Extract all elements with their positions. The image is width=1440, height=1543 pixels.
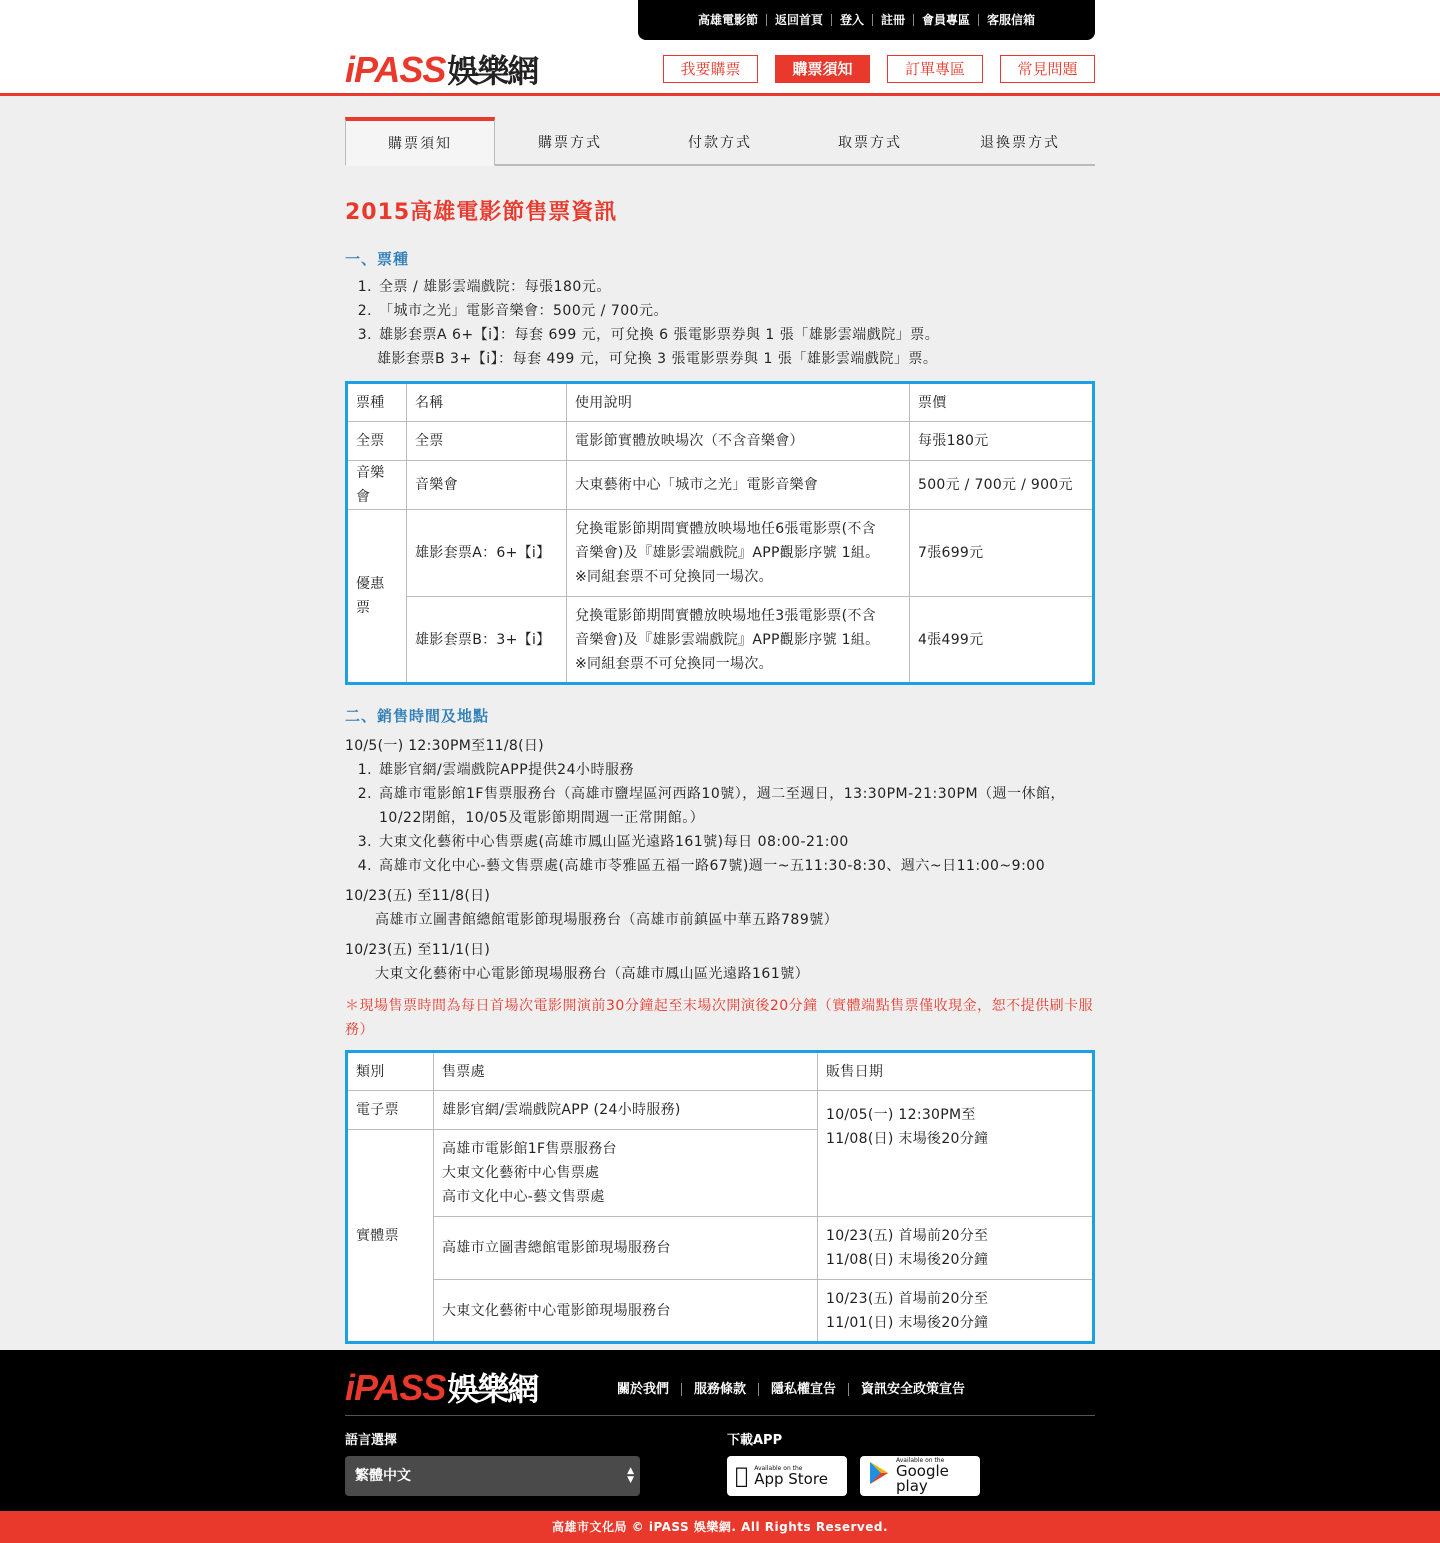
table-cell: 雄影套票A：6+【i】 <box>407 510 567 597</box>
cell-line: ※同組套票不可兌換同一場次。 <box>575 655 773 672</box>
tab-refund[interactable]: 退換票方式 <box>945 117 1095 165</box>
language-label: 語言選擇 <box>345 1433 398 1448</box>
google-play-small: Available on the <box>896 1457 945 1464</box>
table-cell: 音樂會 <box>347 461 407 510</box>
table-row <box>347 461 1094 510</box>
section-sales-heading: 二、銷售時間及地點 <box>345 707 490 725</box>
table-cell: 4張499元 <box>910 597 1094 684</box>
footer-link-security[interactable]: 資訊安全政策宣告 <box>861 1382 966 1397</box>
table-row <box>347 1091 1094 1130</box>
cell-line: 兌換電影節期間實體放映場地任3張電影票(不含 <box>575 607 876 624</box>
tab-pickup[interactable]: 取票方式 <box>795 117 945 165</box>
cell-line: 大東文化藝術中心售票處 <box>442 1165 600 1181</box>
logo-ipass: iPASS <box>345 49 446 90</box>
cell-line: 10/05(一) 12:30PM至 <box>826 1107 976 1123</box>
list-item: 3. 大東文化藝術中心售票處(高雄市鳳山區光遠路161號)每日 08:00-21:00 <box>377 830 1095 854</box>
logo-name: 娛樂網 <box>447 1370 538 1408</box>
table-row <box>347 1280 1094 1343</box>
table-row <box>347 422 1094 461</box>
language-select[interactable] <box>345 1456 640 1496</box>
section-ticket-types-heading: 一、票種 <box>345 250 410 268</box>
footer-link-about[interactable]: 關於我們 <box>605 1383 682 1396</box>
table-cell <box>818 1091 1094 1217</box>
top-utility-bar <box>638 0 1095 40</box>
table-header: 票種 <box>347 383 407 422</box>
cell-line: 音樂會)及『雄影雲端戲院』APP觀影序號 1組。 <box>575 545 880 561</box>
top-link-login[interactable]: 登入 <box>832 14 873 26</box>
top-link-member[interactable]: 會員專區 <box>914 14 979 26</box>
table-header: 票價 <box>910 383 1094 422</box>
cell-line: 11/01(日) 末場後20分鐘 <box>826 1314 989 1331</box>
table-row <box>347 597 1094 684</box>
cell-line: 高雄市電影館1F售票服務台 <box>442 1141 617 1157</box>
table-row <box>347 510 1094 597</box>
sales-date-1: 10/5(一) 12:30PM至11/8(日) <box>345 738 544 754</box>
main-content <box>345 117 1095 1344</box>
page-title: 2015高雄電影節售票資訊 <box>345 200 618 225</box>
table-header: 類別 <box>347 1052 434 1091</box>
google-play-big: Google play <box>896 1462 949 1495</box>
table-cell: 音樂會 <box>407 461 567 510</box>
table-cell: 實體票 <box>347 1130 434 1343</box>
list-item: 4. 高雄市文化中心-藝文售票處(高雄市苓雅區五福一路67號)週一~五11:30-8:30、週六~日11:00~9:00 <box>377 854 1095 878</box>
top-link-festival[interactable]: 高雄電影節 <box>690 14 767 26</box>
google-play-button[interactable] <box>860 1456 980 1496</box>
table-cell: 電影節實體放映場次（不含音樂會） <box>567 422 910 461</box>
list-item: 2. 高雄市電影館1F售票服務台（高雄市鹽埕區河西路10號），週二至週日，13:30PM-21:30PM（週一休館，10/22閉館，10/05及電影節期間週一正常開館。） <box>377 782 1095 830</box>
table-cell: 大東藝術中心「城市之光」電影音樂會 <box>567 461 910 510</box>
table-cell: 7張699元 <box>910 510 1094 597</box>
play-icon <box>868 1461 890 1491</box>
cell-line: 10/23(五) 首場前20分至 <box>826 1290 989 1307</box>
nav-ticket-notice[interactable]: 購票須知 <box>775 55 870 83</box>
table-cell <box>567 597 910 684</box>
table-header: 名稱 <box>407 383 567 422</box>
list-item: 1. 雄影官網/雲端戲院APP提供24小時服務 <box>377 758 1095 782</box>
cell-line: 高市文化中心-藝文售票處 <box>442 1189 605 1205</box>
top-link-register[interactable]: 註冊 <box>873 14 914 26</box>
list-item: 2. 「城市之光」電影音樂會：500元 / 700元。 <box>377 299 1095 323</box>
cell-line: 音樂會)及『雄影雲端戲院』APP觀影序號 1組。 <box>575 631 880 648</box>
table-cell: 雄影套票B：3+【i】 <box>407 597 567 684</box>
sales-locations-list <box>345 758 1095 878</box>
list-item: 1. 全票 / 雄影雲端戲院：每張180元。 <box>377 275 1095 299</box>
top-link-support[interactable]: 客服信箱 <box>987 13 1036 27</box>
sales-date-2: 10/23(五) 至11/8(日) <box>345 888 491 904</box>
header <box>0 0 1440 96</box>
sales-place-3: 大東文化藝術中心電影節現場服務台（高雄市鳳山區光遠路161號） <box>375 966 810 982</box>
cell-line: 兌換電影節期間實體放映場地任6張電影票(不含 <box>575 521 876 537</box>
sales-note: ＊現場售票時間為每日首場次電影開演前30分鐘起至末場次開演後20分鐘（實體端點售票僅收現金，恕不提供刷卡服務） <box>345 998 1094 1038</box>
app-label: 下載APP <box>727 1433 783 1448</box>
table-cell <box>818 1217 1094 1280</box>
table-row <box>347 1217 1094 1280</box>
footer-link-privacy[interactable]: 隱私權宣告 <box>759 1383 849 1396</box>
footer-logo[interactable] <box>345 1364 537 1410</box>
table-header: 販售日期 <box>818 1052 1094 1091</box>
nav-buy-ticket[interactable]: 我要購票 <box>663 55 758 83</box>
google-play-text <box>896 1458 980 1494</box>
footer-link-terms[interactable]: 服務條款 <box>682 1383 759 1396</box>
table-header: 使用說明 <box>567 383 910 422</box>
app-store-big: App Store <box>741 1469 815 1488</box>
ticket-types-list <box>345 275 1095 347</box>
table-cell: 優惠票 <box>347 510 407 684</box>
table-cell: 全票 <box>347 422 407 461</box>
sales-table <box>345 1050 1095 1344</box>
table-cell: 高雄市立圖書總館電影節現場服務台 <box>434 1217 818 1280</box>
footer-divider <box>345 1415 1095 1416</box>
sales-place-2: 高雄市立圖書館總館電影節現場服務台（高雄市前鎮區中華五路789號） <box>375 912 839 928</box>
list-item: 3. 雄影套票A 6+【i】：每套 699 元，可兌換 6 張電影票券與 1 張「雄影雲端戲院」票。 <box>377 323 1095 347</box>
ticket-type-table <box>345 381 1095 685</box>
site-logo[interactable] <box>345 46 537 92</box>
app-store-small: Available on the <box>741 1464 790 1472</box>
table-cell: 電子票 <box>347 1091 434 1130</box>
table-header: 售票處 <box>434 1052 818 1091</box>
top-link-home[interactable]: 返回首頁 <box>767 14 832 26</box>
tab-ticket-notice[interactable]: 購票須知 <box>345 117 495 166</box>
app-store-text <box>741 1464 828 1488</box>
copyright-bar: 高雄市文化局 © iPASS 娛樂網. All Rights Reserved. <box>0 1511 1440 1543</box>
list-item-extra: 雄影套票B 3+【i】：每套 499 元，可兌換 3 張電影票券與 1 張「雄影雲端戲院」票。 <box>377 351 938 367</box>
table-cell <box>434 1130 818 1217</box>
footer-links <box>605 1383 977 1396</box>
table-cell: 雄影官網/雲端戲院APP (24小時服務) <box>434 1091 818 1130</box>
table-cell: 500元 / 700元 / 900元 <box>910 461 1094 510</box>
apple-icon <box>735 1464 748 1489</box>
table-cell: 每張180元 <box>910 422 1094 461</box>
nav-faq[interactable]: 常見問題 <box>1000 55 1095 83</box>
logo-name: 娛樂網 <box>447 52 538 90</box>
sales-date-3: 10/23(五) 至11/1(日) <box>345 942 491 958</box>
sub-tabs <box>345 117 1095 166</box>
cell-line: 10/23(五) 首場前20分至 <box>826 1228 989 1244</box>
cell-line: ※同組套票不可兌換同一場次。 <box>575 569 773 585</box>
tab-payment[interactable]: 付款方式 <box>645 117 795 165</box>
select-arrows-icon: ▲ ▼ <box>627 1466 634 1485</box>
app-store-button[interactable] <box>727 1456 847 1496</box>
cell-line: 11/08(日) 末場後20分鐘 <box>826 1252 989 1268</box>
cell-line: 11/08(日) 末場後20分鐘 <box>826 1131 989 1147</box>
language-select-value: 繁體中文 <box>355 1468 411 1484</box>
table-cell <box>818 1280 1094 1343</box>
main-nav <box>663 55 1095 83</box>
logo-ipass: iPASS <box>345 1367 446 1408</box>
table-cell: 大東文化藝術中心電影節現場服務台 <box>434 1280 818 1343</box>
table-cell: 全票 <box>407 422 567 461</box>
nav-orders[interactable]: 訂單專區 <box>887 55 983 83</box>
table-cell <box>567 510 910 597</box>
tab-buy-method[interactable]: 購票方式 <box>495 117 645 165</box>
